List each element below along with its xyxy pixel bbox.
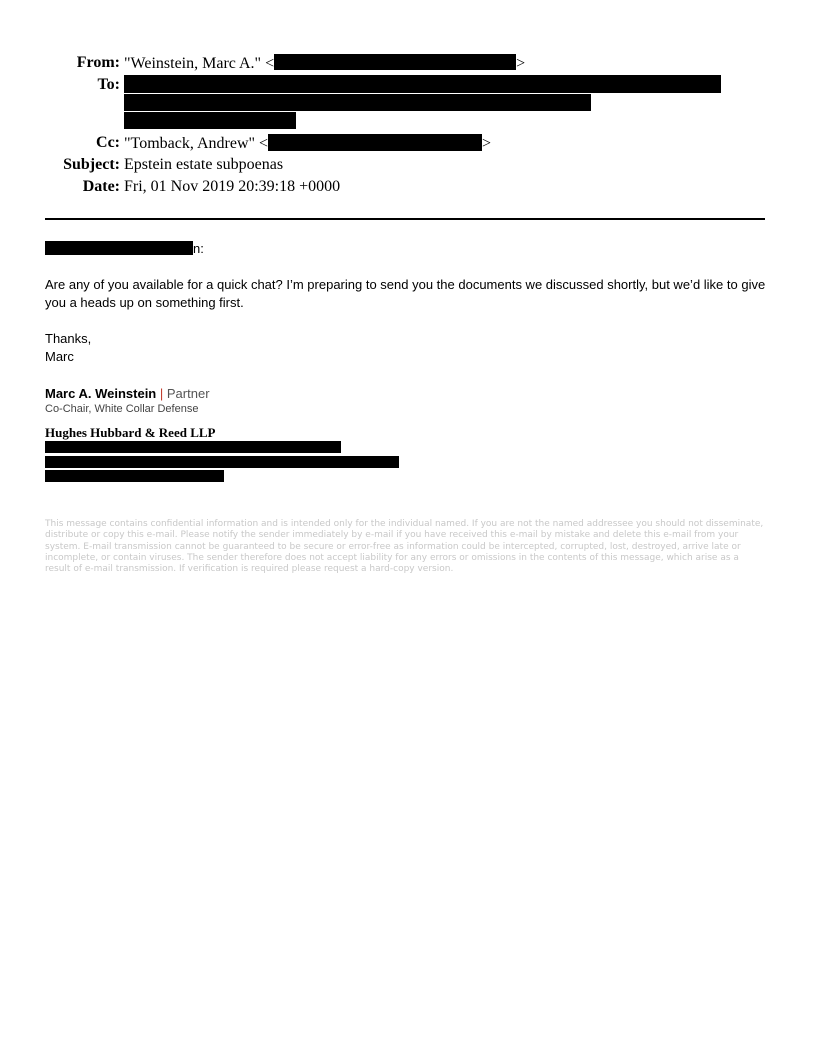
redaction-bar (45, 441, 341, 453)
redaction-bar (124, 112, 296, 129)
cc-value (124, 134, 491, 153)
redaction-bar (45, 470, 224, 482)
confidentiality-disclaimer: This message contains confidential information and is intended only for the individual named. If you are not the named addressee you should not disseminate, distribute or copy this e-mail. Please notify the sender immediately by e-mail if you have received this e-mail by mistake and delete this e-mail from your system. E-mail transmission cannot be guaranteed to be secure or error-free as information could be intercepted, corrupted, lost, destroyed, arrive late or incomplete, or contain viruses. The sender therefore does not accept liability for any errors or omissions in the contents of this message, which arise as a result of e-mail transmission. If verification is required please request a hard-copy version. (45, 519, 764, 575)
redaction-bar (268, 134, 482, 151)
signature-firm: Hughes Hubbard & Reed LLP (45, 425, 216, 440)
cc-bracket: > (482, 135, 492, 152)
signature-separator: | (159, 386, 164, 401)
message-paragraph: Are any of you available for a quick chat? I’m preparing to send you the documents we discussed shortly, but we’d like to give you a heads up on something first. (45, 277, 766, 310)
from-bracket: > (516, 55, 526, 72)
from-label: From: (76, 54, 120, 71)
greeting (45, 240, 770, 258)
redaction-bar (45, 456, 399, 468)
date-label: Date: (82, 178, 120, 195)
signature-role: Co-Chair, White Collar Defense (45, 403, 199, 415)
redaction-bar (124, 75, 721, 93)
from-name: "Weinstein, Marc A." < (124, 55, 275, 72)
redaction-bar (274, 54, 516, 70)
from-value (124, 54, 525, 73)
redaction-bar (124, 94, 591, 111)
to-label: To: (97, 76, 120, 93)
signoff: Marc (45, 349, 74, 364)
closing: Thanks, (45, 331, 92, 346)
subject-value: Epstein estate subpoenas (124, 156, 284, 173)
header-divider (45, 218, 765, 220)
signature-title: Partner (166, 386, 210, 401)
date-value: Fri, 01 Nov 2019 20:39:18 +0000 (124, 178, 341, 195)
subject-label: Subject: (63, 156, 120, 173)
redaction-bar (45, 241, 193, 255)
cc-name: "Tomback, Andrew" < (124, 135, 269, 152)
signature-name: Marc A. Weinstein (45, 386, 157, 401)
signature-line (45, 386, 210, 401)
cc-label: Cc: (96, 134, 120, 151)
greeting-suffix: n: (193, 241, 204, 256)
